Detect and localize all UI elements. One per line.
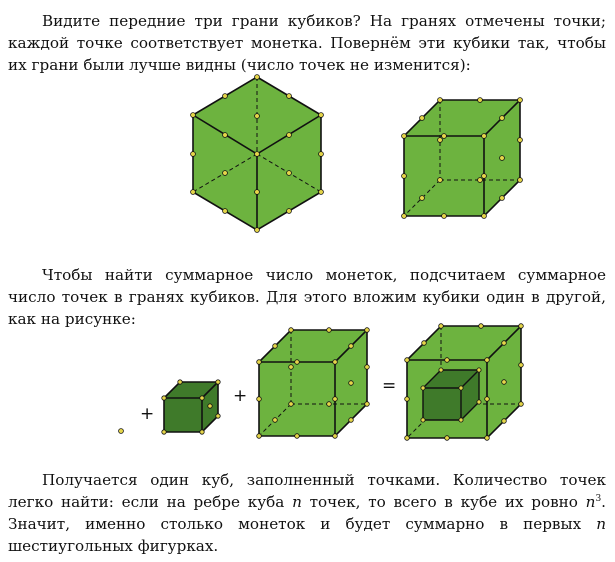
large-cube-figure bbox=[255, 326, 371, 440]
hexagon-figure bbox=[182, 74, 332, 236]
paragraph-conclusion bbox=[8, 469, 606, 557]
conclusion-part-1: Получается один куб, заполненный точками. Количество точек легко найти: если на ребре куба bbox=[8, 471, 606, 511]
equals-sign: = bbox=[382, 376, 397, 396]
paragraph-method bbox=[8, 264, 606, 330]
paragraph-intro bbox=[8, 10, 606, 76]
plus-sign-2: + bbox=[233, 386, 248, 406]
conclusion-part-2: точек, то всего в кубе их ровно bbox=[301, 493, 586, 511]
small-cube-figure bbox=[160, 378, 222, 436]
variable-n-figures: n bbox=[596, 515, 606, 533]
conclusion-part-3: . Значит, именно столько монеток и будет суммарно в первых bbox=[8, 493, 606, 533]
single-dot bbox=[116, 426, 126, 436]
rotated-cube-figure bbox=[400, 96, 524, 220]
exponent-3: 3 bbox=[595, 494, 602, 504]
paragraph-method-text: Чтобы найти суммарное число монеток, подсчитаем суммарное число точек в гранях кубиков. Для этого вложим кубики один в другой, как на рисунке: bbox=[8, 266, 606, 328]
plus-sign-1: + bbox=[140, 404, 155, 424]
variable-n-cubed: n bbox=[585, 493, 596, 511]
nested-cube-figure bbox=[403, 322, 525, 442]
variable-n: n bbox=[292, 493, 302, 511]
paragraph-intro-text: Видите передние три грани кубиков? На гранях отмечены точки; каждой точке соответствует монетка. Повернём эти кубики так, чтобы их грани были лучше видны (число точек не изменится): bbox=[8, 12, 606, 74]
conclusion-part-4: шестиугольных фигурках. bbox=[8, 537, 219, 555]
